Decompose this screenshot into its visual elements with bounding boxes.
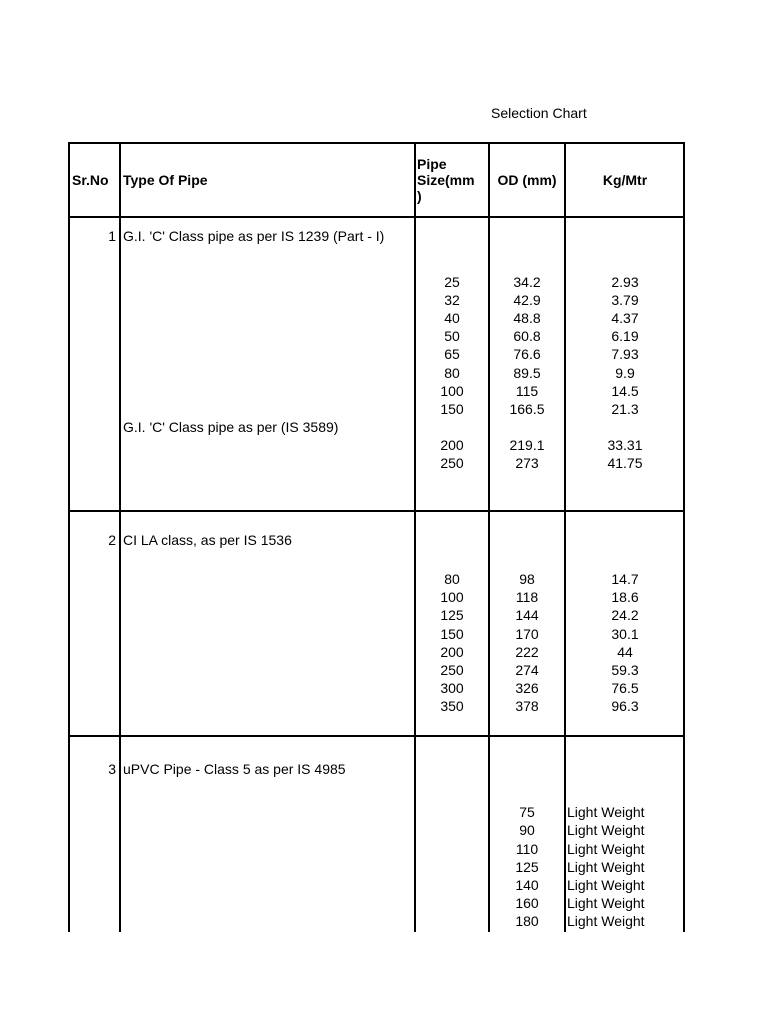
- table-row-od: 170: [515, 626, 539, 642]
- table-row-od: 219.1: [509, 437, 545, 453]
- table-row-od: 115: [515, 383, 539, 399]
- table-row-kg: Light Weight: [567, 841, 645, 857]
- table-row-od: 166.5: [509, 401, 545, 417]
- table-row-kg: Light Weight: [567, 859, 645, 875]
- table-row-od: 110: [515, 841, 539, 857]
- table-row-kg: 96.3: [611, 698, 639, 714]
- header-bottom-border: [68, 216, 685, 218]
- table-row-kg: Light Weight: [567, 822, 645, 838]
- table-row-size: 125: [440, 607, 464, 623]
- table-row-kg: 59.3: [611, 662, 639, 678]
- section-1-type: G.I. 'C' Class pipe as per IS 1239 (Part - I): [123, 228, 385, 244]
- table-row-kg: 9.9: [615, 365, 635, 381]
- header-od: OD (mm): [497, 172, 557, 188]
- table-row-kg: 33.31: [607, 437, 643, 453]
- table-row-od: 48.8: [513, 310, 541, 326]
- section-3-type: uPVC Pipe - Class 5 as per IS 4985: [123, 761, 346, 777]
- table-row-kg: 76.5: [611, 680, 639, 696]
- column-border-right: [683, 142, 685, 932]
- table-row-kg: 14.5: [611, 383, 639, 399]
- column-border-left: [68, 142, 70, 932]
- table-row-od: 274: [515, 662, 539, 678]
- table-row-kg: 7.93: [611, 346, 639, 362]
- table-row-od: 144: [515, 607, 539, 623]
- table-row-kg: Light Weight: [567, 895, 645, 911]
- table-row-od: 89.5: [513, 365, 541, 381]
- table-row-kg: 14.7: [611, 571, 639, 587]
- section-2-bottom-border: [68, 735, 685, 737]
- table-row-kg: 18.6: [611, 589, 639, 605]
- table-row-od: 60.8: [513, 328, 541, 344]
- column-border-type: [414, 142, 416, 932]
- table-row-kg: 41.75: [607, 455, 643, 471]
- table-row-od: 75: [519, 804, 535, 820]
- section-2-type: CI LA class, as per IS 1536: [123, 532, 292, 548]
- table-row-kg: 30.1: [611, 626, 639, 642]
- table-row-kg: 21.3: [611, 401, 639, 417]
- table-row-od: 42.9: [513, 292, 541, 308]
- header-size-line3: ): [417, 188, 422, 204]
- table-row-size: 300: [440, 680, 464, 696]
- table-row-od: 326: [515, 680, 539, 696]
- table-row-size: 200: [440, 437, 464, 453]
- table-row-od: 98: [519, 571, 535, 587]
- table-row-kg: 3.79: [611, 292, 639, 308]
- header-size: [417, 156, 475, 204]
- table-row-size: 100: [440, 383, 464, 399]
- table-row-od: 90: [519, 822, 535, 838]
- table-row-size: 80: [444, 365, 460, 381]
- table-row-od: 34.2: [513, 274, 541, 290]
- table-row-size: 25: [444, 274, 460, 290]
- section-1-srno: 1: [108, 228, 116, 244]
- table-row-size: 150: [440, 626, 464, 642]
- column-border-od: [564, 142, 566, 932]
- table-top-border: [68, 142, 685, 144]
- table-row-od: 180: [515, 913, 539, 929]
- table-row-kg: 4.37: [611, 310, 639, 326]
- table-row-kg: 44: [617, 644, 633, 660]
- table-row-size: 50: [444, 328, 460, 344]
- table-row-kg: Light Weight: [567, 804, 645, 820]
- column-border-srno: [119, 142, 121, 932]
- header-size-line1: Pipe: [417, 156, 447, 172]
- table-row-size: 350: [440, 698, 464, 714]
- header-size-line2: Size(mm: [417, 172, 475, 188]
- table-row-size: 200: [440, 644, 464, 660]
- page-title: Selection Chart: [491, 105, 587, 121]
- section-1-subtype: G.I. 'C' Class pipe as per (IS 3589): [123, 419, 339, 435]
- table-row-size: 65: [444, 346, 460, 362]
- table-row-kg: Light Weight: [567, 913, 645, 929]
- table-row-od: 273: [515, 455, 539, 471]
- table-row-kg: Light Weight: [567, 877, 645, 893]
- section-1-bottom-border: [68, 510, 685, 512]
- table-row-od: 378: [515, 698, 539, 714]
- table-row-od: 160: [515, 895, 539, 911]
- table-row-size: 250: [440, 455, 464, 471]
- header-kg: Kg/Mtr: [602, 172, 648, 188]
- table-row-od: 222: [515, 644, 539, 660]
- table-row-kg: 24.2: [611, 607, 639, 623]
- table-row-size: 150: [440, 401, 464, 417]
- table-row-size: 80: [444, 571, 460, 587]
- table-row-kg: 6.19: [611, 328, 639, 344]
- table-row-od: 140: [515, 877, 539, 893]
- header-srno: Sr.No: [72, 172, 109, 188]
- header-type: Type Of Pipe: [123, 172, 208, 188]
- table-row-od: 125: [515, 859, 539, 875]
- table-row-size: 250: [440, 662, 464, 678]
- table-row-size: 40: [444, 310, 460, 326]
- table-row-kg: 2.93: [611, 274, 639, 290]
- table-row-od: 76.6: [513, 346, 541, 362]
- table-row-od: 118: [515, 589, 539, 605]
- section-3-srno: 3: [108, 761, 116, 777]
- table-row-size: 32: [444, 292, 460, 308]
- section-2-srno: 2: [108, 532, 116, 548]
- table-row-size: 100: [440, 589, 464, 605]
